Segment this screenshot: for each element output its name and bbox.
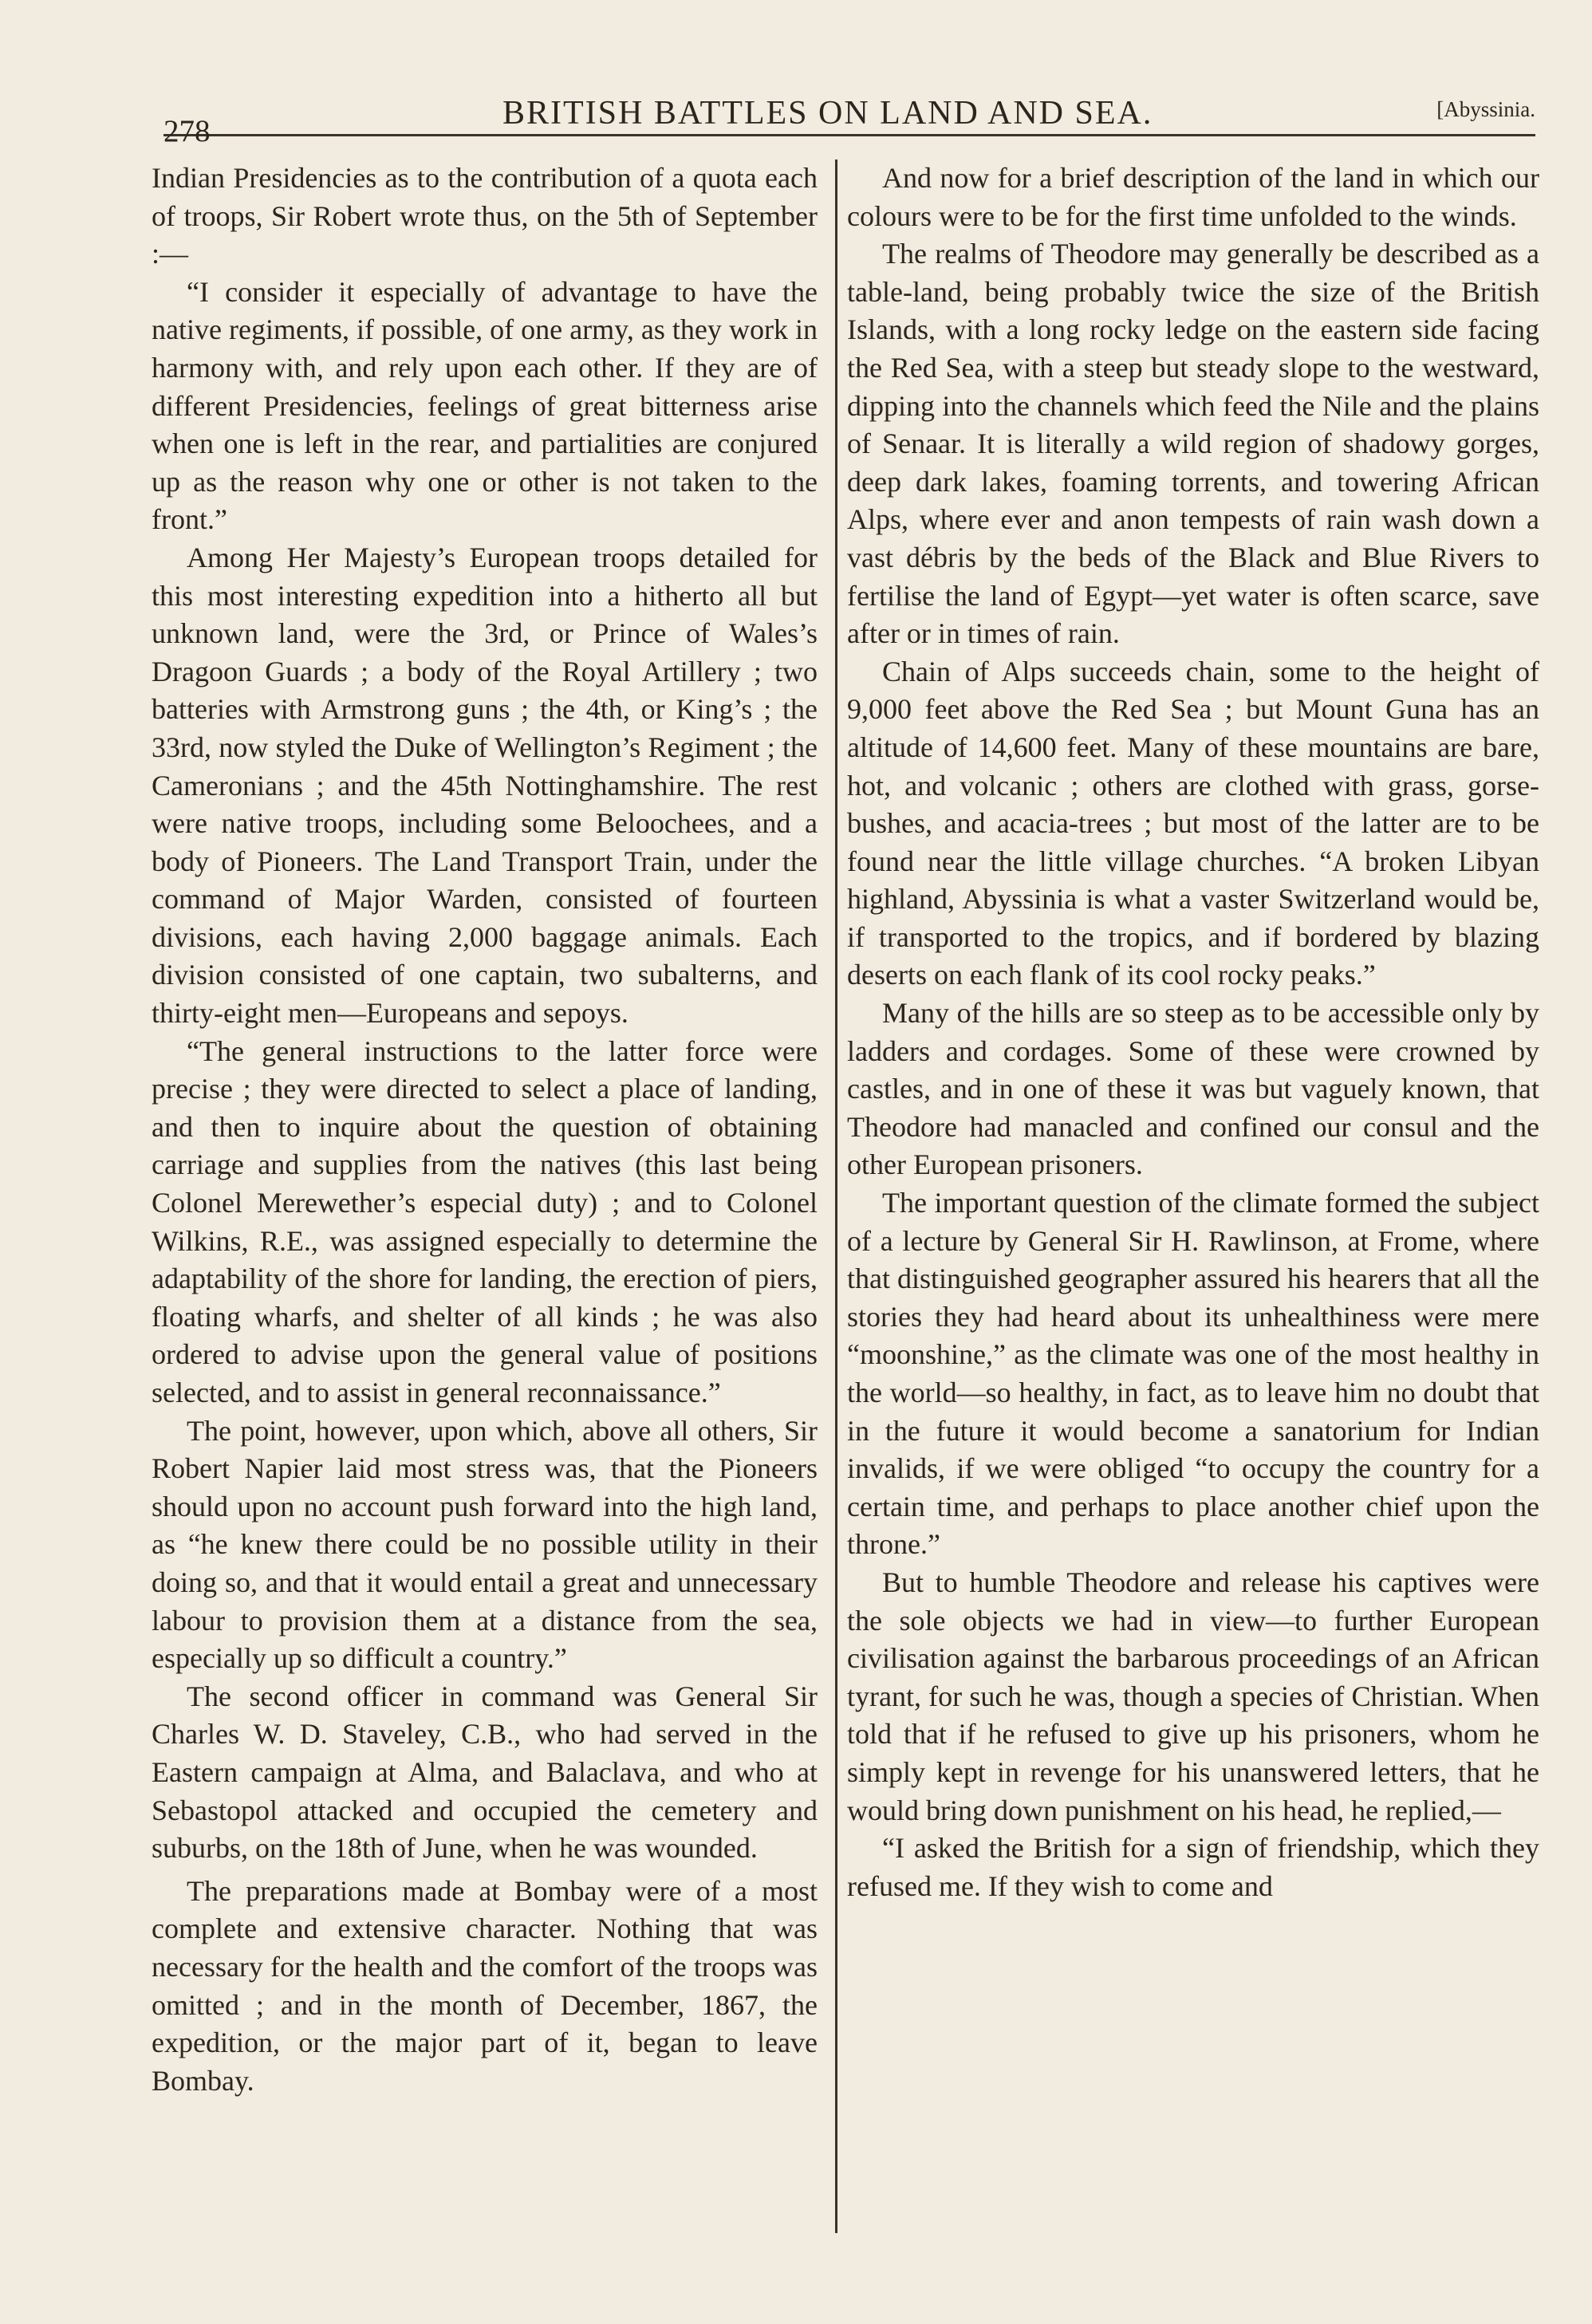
column-divider	[835, 160, 837, 2233]
paragraph: The second officer in command was General Sir Charles W. D. Staveley, C.B., who had served in the Eastern campaign at Alma, and Balaclava, and who at Sebastopol attacked and occupied the cemetery and suburbs, on the 18th of June, when he was wounded.	[152, 1680, 818, 1865]
section-tag: [Abyssinia.	[1436, 97, 1535, 121]
running-title: BRITISH BATTLES ON LAND AND SEA.	[502, 95, 1153, 132]
right-column	[847, 160, 1539, 1905]
paragraph: “The general instructions to the latter force were precise ; they were directed to select a place of landing, and then to inquire about the question of obtaining carriage and supplies from the natives (this last being Colonel Merewether’s especial duty) ; and to Colonel Wilkins, R.E., was assigned especially to determine the adaptability of the shore for landing, the erection of piers, floating wharfs, and shelter of all kinds ; he was also ordered to advise upon the general value of positions selected, and to assist in general reconnaissance.”	[152, 1034, 818, 1408]
left-column	[152, 160, 818, 2100]
paragraph: Among Her Majesty’s European troops detailed for this most interesting expedition into a hitherto all but unknown land, were the 3rd, or Prince of Wales’s Dragoon Guards ; a body of the Royal Artillery ; two batteries with Armstrong guns ; the 4th, or King’s ; the 33rd, now styled the Duke of Wellington’s Regiment ; the Cameronians ; and the 45th Nottinghamshire. The rest were native troops, including some Beloochees, and a body of Pioneers. The Land Transport Train, under the command of Major Warden, consisted of fourteen divisions, each having 2,000 baggage animals. Each division consisted of one captain, two subalterns, and thirty-eight men—Europeans and sepoys.	[152, 541, 818, 1030]
paragraph: Chain of Alps succeeds chain, some to the height of 9,000 feet above the Red Sea ; but Mount Guna has an altitude of 14,600 feet. Many of these mountains are bare, hot, and volcanic ; others are clothed with grass, gorse-bushes, and acacia-trees ; but most of the latter are to be found near the little village churches. “A broken Libyan highland, Abyssinia is what a vaster Switzerland would be, if transported to the tropics, and if bordered by blazing deserts on each flank of its cool rocky peaks.”	[847, 655, 1539, 991]
paragraph: Many of the hills are so steep as to be accessible only by ladders and cordages. Some of these were crowned by castles, and in one of these it was but vaguely known, that Theodore had manacled and confined our consul and the other European prisoners.	[847, 997, 1539, 1181]
paragraph: The preparations made at Bombay were of a most complete and extensive character. Nothing that was necessary for the health and the comfort of the troops was omitted ; and in the month of December, 1867, the expedition, or the major part of it, began to leave Bombay.	[152, 1874, 818, 2097]
paragraph: “I consider it especially of advantage to have the native regiments, if possible, of one army, as they work in harmony with, and rely upon each other. If they are of different Presidencies, feelings of great bitterness arise when one is left in the rear, and partialities are conjured up as the reason why one or other is not taken to the front.”	[152, 275, 818, 536]
paragraph: The point, however, upon which, above all others, Sir Robert Napier laid most stress was, that the Pioneers should upon no account push forward into the high land, as “he knew there could be no possible utility in their doing so, and that it would entail a great and unnecessary labour to provision them at a distance from the sea, especially up so difficult a country.”	[152, 1414, 818, 1675]
page-header	[164, 86, 1535, 148]
paragraph: The important question of the climate formed the subject of a lecture by General Sir H. Rawlinson, at Frome, where that distinguished geographer assured his hearers that all the stories they had heard about its unhealthiness were mere “moonshine,” as the climate was one of the most healthy in the world—so healthy, in fact, as to leave him no doubt that in the future it would become a sanatorium for Indian invalids, if we were obliged “to occupy the country for a certain time, and perhaps to place another chief upon the throne.”	[847, 1187, 1539, 1561]
paragraph: And now for a brief description of the land in which our colours were to be for the first time unfolded to the winds.	[847, 162, 1539, 232]
page-number: 278	[164, 114, 211, 148]
paragraph: The realms of Theodore may generally be described as a table-land, being probably twice the size of the British Islands, with a long rocky ledge on the eastern side facing the Red Sea, with a steep but steady slope to the westward, dipping into the channels which feed the Nile and the plains of Senaar. It is literally a wild region of shadowy gorges, deep dark lakes, foaming torrents, and towering African Alps, where ever and anon tempests of rain wash down a vast débris by the beds of the Black and Blue Rivers to fertilise the land of Egypt—yet water is often scarce, save after or in times of rain.	[847, 238, 1539, 650]
paragraph: But to humble Theodore and release his captives were the sole objects we had in view—to further European civilisation against the barbarous proceedings of an African tyrant, for such he was, though a species of Christian. When told that if he refused to give up his prisoners, whom he simply kept in revenge for his unanswered letters, that he would bring down punishment on his head, he replied,—	[847, 1566, 1539, 1826]
paragraph: “I asked the British for a sign of friendship, which they refused me. If they wish to come and	[847, 1832, 1539, 1902]
paragraph: Indian Presidencies as to the contribution of a quota each of troops, Sir Robert wrote thus, on the 5th of September :—	[152, 162, 818, 270]
